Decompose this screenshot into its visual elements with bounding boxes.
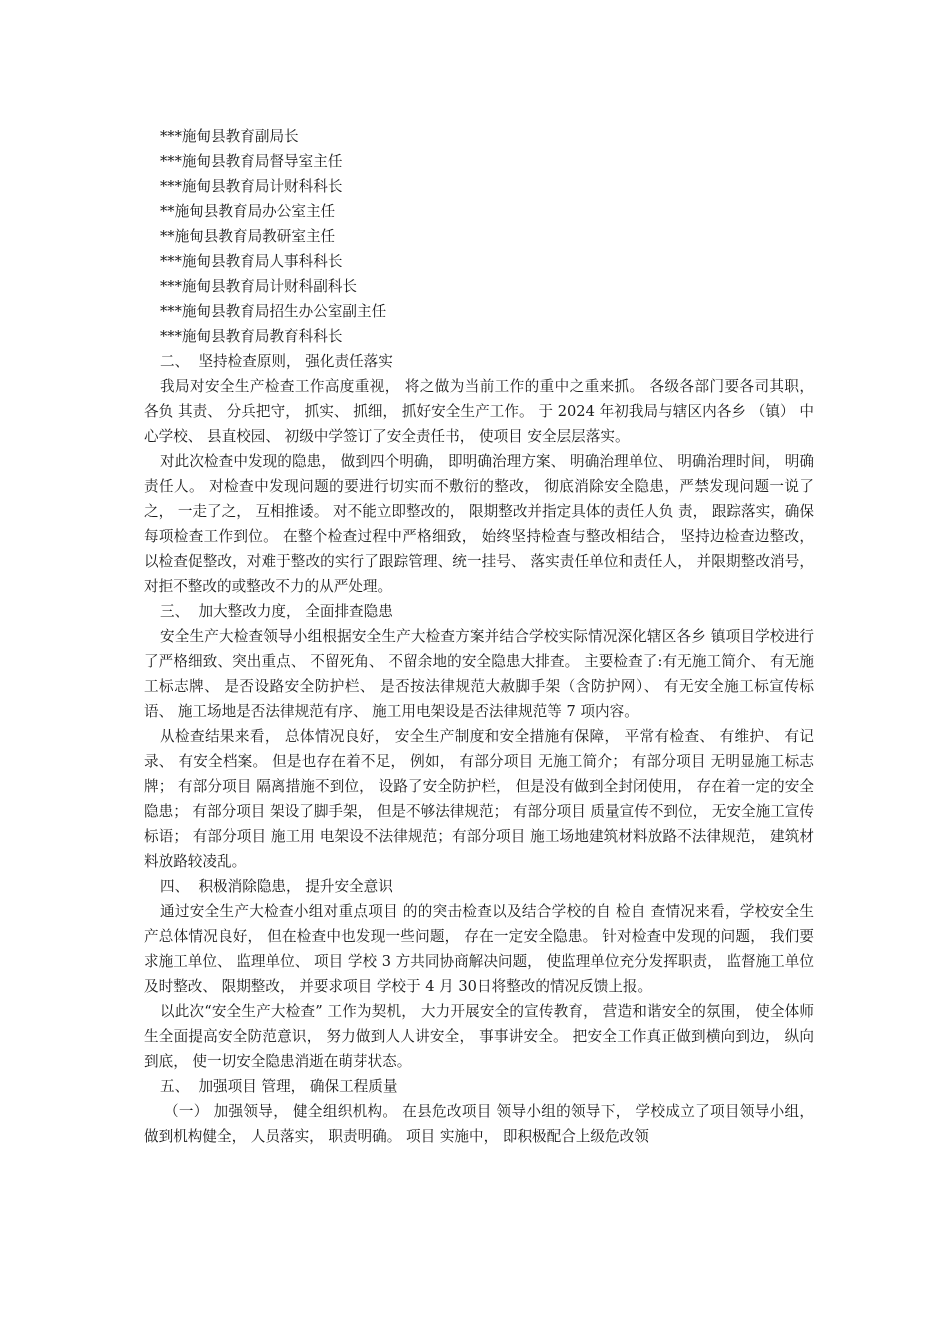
paragraph: （一） 加强领导， 健全组织机构。 在县危改项目 领导小组的领导下， 学校成立了项目领导小组， 做到机构健全， 人员落实， 职责明确。 项目 实施中， 即积极配合上级危改领: [144, 1103, 814, 1145]
paragraph: 以此次“安全生产大检查” 工作为契机， 大力开展安全的宣传教育， 营造和谐安全的氛围， 使全体师生全面提高安全防范意识， 努力做到人人讲安全， 事事讲安全。 把安全工作真正做到横向到边， 纵向到底， 使一切安全隐患消逝在萌芽状态。: [144, 1003, 814, 1070]
personnel-item: ***施甸县教育局督导室主任: [160, 153, 343, 170]
paragraph: 对此次检查中发现的隐患， 做到四个明确， 即明确治理方案、 明确治理单位、 明确治理时间， 明确责任人。 对检查中发现问题的要进行切实而不敷衍的整改， 彻底消除安全隐患，严禁发现问题一说了之， 一走了之， 互相推诿。 对不能立即整改的， 限期整改并指定具体的责任人负 责， 跟踪落实，确保每项检查工作到位。 在整个检查过程中严格细致， 始终坚持检查与整改相结合， 坚持边检查边整改， 以检查促整改，对难于整改的实行了跟踪管理、统一挂号、 落实责任单位和责任人， 并限期整改消号， 对拒不整改的或整改不力的从严处理。: [144, 453, 814, 595]
section-heading: 四、 积极消除隐患， 提升安全意识: [160, 878, 393, 895]
document-body: [144, 124, 814, 1149]
personnel-item: ***施甸县教育局计财科副科长: [160, 278, 358, 295]
personnel-item: ***施甸县教育局人事科科长: [160, 253, 343, 270]
personnel-item: **施甸县教育局教研室主任: [160, 228, 336, 245]
personnel-item: ***施甸县教育局计财科科长: [160, 178, 343, 195]
paragraph: 我局对安全生产检查工作高度重视， 将之做为当前工作的重中之重来抓。 各级各部门要各司其职， 各负 其责、 分兵把守， 抓实、 抓细， 抓好安全生产工作。 于 2024 年初我局与辖区内各乡 （镇） 中心学校、 县直校园、 初级中学签订了安全责任书， 使项目 安全层层落实。: [144, 378, 814, 445]
paragraph: 从检查结果来看， 总体情况良好， 安全生产制度和安全措施有保障， 平常有检查、 有维护、 有记录、 有安全档案。 但是也存在着不足， 例如， 有部分项目 无施工简介； 有部分项目 无明显施工标志牌； 有部分项目 隔离措施不到位， 设路了安全防护栏， 但是没有做到全封闭使用， 存在着一定的安全隐患； 有部分项目 架设了脚手架， 但是不够法律规范； 有部分项目 质量宣传不到位， 无安全施工宣传标语； 有部分项目 施工用 电架设不法律规范；有部分项目 施工场地建筑材料放路不法律规范， 建筑材料放路较凌乱。: [144, 728, 814, 870]
section-3: [144, 599, 814, 874]
personnel-item: **施甸县教育局办公室主任: [160, 203, 336, 220]
paragraph: 安全生产大检查领导小组根据安全生产大检查方案并结合学校实际情况深化辖区各乡 镇项目学校进行了严格细致、突出重点、 不留死角、 不留余地的安全隐患大排查。 主要检查了:有无施工简介、 有无施工标志牌、 是否设路安全防护栏、 是否按法律规范大赦脚手架（含防护网）、 有无安全施工标宣传标语、 施工场地是否法律规范有序、 施工用电架设是否法律规范等 7 项内容。: [144, 628, 814, 720]
section-heading: 五、 加强项目 管理， 确保工程质量: [160, 1078, 398, 1095]
section-heading: 三、 加大整改力度， 全面排查隐患: [160, 603, 393, 620]
personnel-item: ***施甸县教育局招生办公室副主任: [160, 303, 387, 320]
personnel-item: ***施甸县教育副局长: [160, 128, 299, 145]
section-2: [144, 349, 814, 599]
paragraph: 通过安全生产大检查小组对重点项目 的的突击检查以及结合学校的自 检自 查情况来看，学校安全生产总体情况良好， 但在检查中也发现一些问题， 存在一定安全隐患。 针对检查中发现的问题， 我们要求施工单位、 监理单位、 项目 学校 3 方共同协商解决问题， 使监理单位充分发挥职责， 监督施工单位及时整改、 限期整改， 并要求项目 学校于 4 月 30日将整改的情况反馈上报。: [144, 903, 814, 995]
section-heading: 二、 坚持检查原则， 强化责任落实: [160, 353, 393, 370]
section-4: [144, 874, 814, 1074]
personnel-list: [144, 124, 814, 349]
section-5: [144, 1074, 814, 1149]
personnel-item: ***施甸县教育局教育科科长: [160, 328, 343, 345]
